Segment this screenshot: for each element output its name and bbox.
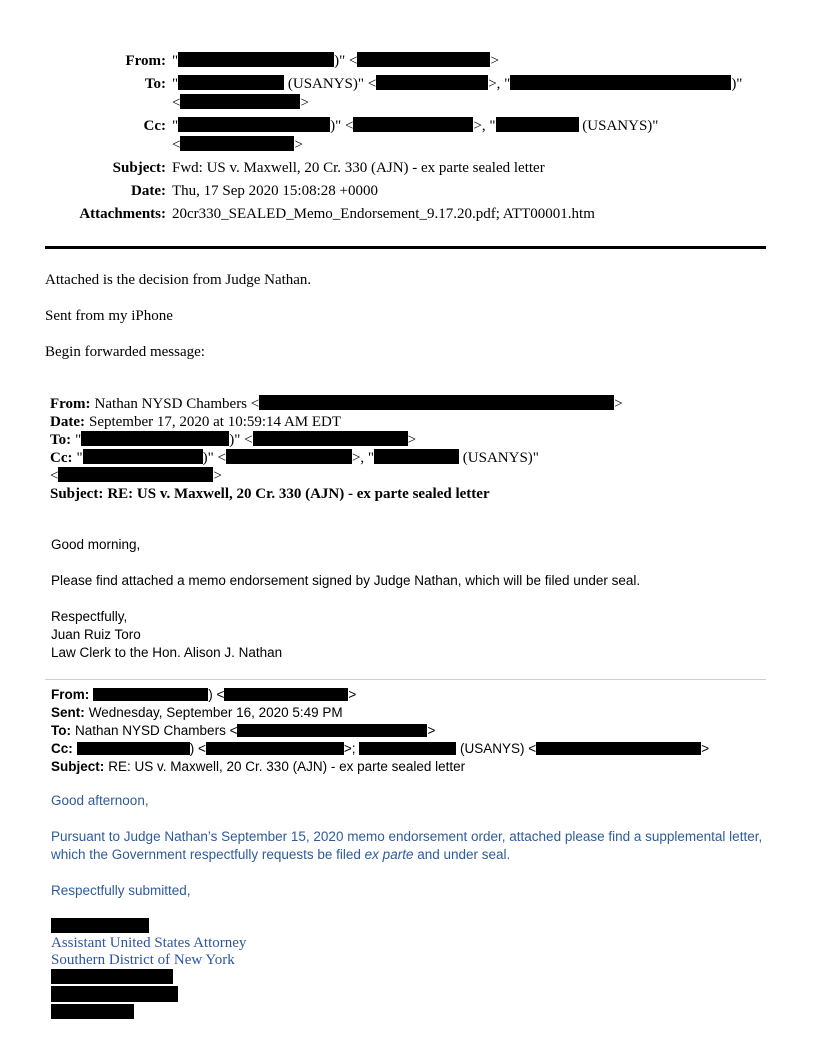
signature-title-line: Assistant United States Attorney [51, 935, 247, 951]
header-text-fragment: " [172, 53, 179, 69]
redaction-bar [51, 986, 178, 1002]
field-value [172, 117, 766, 155]
greeting-text: Good morning, [51, 537, 141, 552]
government-message-body [51, 792, 766, 900]
redaction-bar [376, 75, 488, 90]
header-row-date [50, 413, 766, 431]
field-value [89, 414, 341, 430]
redaction-bar [51, 1004, 134, 1019]
field-value [172, 75, 766, 113]
header-text-fragment: September 17, 2020 at 10:59:14 AM EDT [88, 414, 342, 430]
redaction-bar [374, 449, 459, 464]
header-row-subject [45, 159, 766, 178]
quoted-message-header [51, 686, 766, 776]
body-text: Please find attached a memo endorsement signed by Judge Nathan, which will be filed under seal. [51, 573, 641, 588]
header-text-fragment: < [172, 137, 181, 153]
redaction-bar [353, 117, 473, 132]
body-text-italic: ex parte [364, 847, 414, 862]
header-row-cc [45, 117, 766, 155]
header-text-fragment: RE: US v. Maxwell, 20 Cr. 330 (AJN) - ex parte sealed letter [108, 759, 466, 774]
header-text-fragment: Nathan NYSD Chambers < [94, 396, 260, 412]
header-text-fragment: > [294, 137, 303, 153]
header-text-fragment: Thu, 17 Sep 2020 15:08:28 +0000 [172, 183, 378, 199]
header-text-fragment: > [213, 468, 222, 484]
header-text-fragment: )" < [330, 118, 354, 134]
header-row-subject [51, 758, 766, 776]
field-label: Date: [50, 414, 85, 430]
field-label: Cc: [50, 450, 73, 466]
header-text-fragment: Nathan NYSD Chambers < [75, 723, 238, 738]
redaction-bar [496, 117, 579, 132]
intro-line-3: Begin forwarded message: [45, 344, 205, 360]
header-text-fragment: (USANYS)" < [284, 76, 377, 92]
field-value [108, 759, 465, 774]
redaction-bar [93, 688, 208, 701]
header-text-fragment: )" [731, 76, 743, 92]
header-text-fragment: 20cr330_SEALED_Memo_Endorsement_9.17.20.pdf; ATT00001.htm [172, 206, 595, 222]
redaction-bar [259, 395, 614, 410]
field-label: Subject: [51, 759, 105, 774]
redaction-bar [180, 94, 300, 109]
redaction-bar [180, 136, 294, 151]
field-label: Subject: [112, 160, 166, 176]
header-row-to [51, 722, 766, 740]
field-value [172, 182, 766, 201]
header-text-fragment: (USANYS) < [456, 741, 537, 756]
header-text-fragment: >, " [351, 450, 375, 466]
redaction-bar [58, 467, 213, 482]
header-text-fragment: < [50, 468, 59, 484]
header-text-fragment: Fwd: US v. Maxwell, 20 Cr. 330 (AJN) - ex parte sealed letter [172, 160, 545, 176]
field-value [107, 486, 489, 502]
field-value [50, 450, 539, 484]
header-row-date [45, 182, 766, 201]
header-row-from [45, 52, 766, 71]
greeting-text: Good afternoon, [51, 793, 149, 808]
field-label: From: [125, 53, 166, 69]
header-text-fragment: ) < [208, 687, 225, 702]
redaction-bar [81, 431, 229, 446]
field-value [95, 396, 623, 412]
closing-text: Respectfully, [51, 609, 128, 624]
field-label: To: [50, 432, 72, 448]
redaction-bar [224, 688, 348, 701]
header-text-fragment: >, " [473, 118, 496, 134]
redaction-bar [51, 918, 149, 933]
body-text-post: and under seal. [413, 847, 511, 862]
header-text-fragment: " [75, 432, 82, 448]
field-label: From: [51, 687, 90, 702]
field-value [172, 159, 766, 178]
header-row-to [50, 431, 766, 449]
redaction-bar [359, 742, 456, 755]
intro-line-2: Sent from my iPhone [45, 308, 173, 324]
header-text-fragment: < [172, 95, 181, 111]
redaction-bar [357, 52, 490, 67]
closing-text: Respectfully submitted, [51, 883, 191, 898]
field-label: Cc: [51, 741, 73, 756]
header-text-fragment: > [427, 723, 436, 738]
signature-block [51, 918, 766, 1019]
forwarded-message-header [50, 395, 766, 503]
header-row-from [50, 395, 766, 413]
redaction-bar [510, 75, 731, 90]
field-value [93, 687, 356, 702]
field-value [75, 723, 435, 738]
field-value [89, 705, 343, 720]
field-label: Date: [131, 183, 166, 199]
field-label: Sent: [51, 705, 85, 720]
field-value [77, 741, 709, 756]
header-text-fragment: (USANYS)" [459, 450, 539, 466]
header-text-fragment: >, " [488, 76, 511, 92]
redaction-bar [536, 742, 701, 755]
redaction-bar [51, 969, 173, 984]
header-row-to [45, 75, 766, 113]
field-label: Attachments: [79, 206, 166, 222]
header-text-fragment: " [76, 450, 83, 466]
header-text-fragment: > [490, 53, 499, 69]
body-text-pre: Pursuant to Judge Nathan’s September 15, 2020 memo endorsement order, attached please find a supplemental letter, which the Government respectfully requests be filed [51, 829, 763, 862]
field-value [172, 205, 766, 224]
header-text-fragment: Wednesday, September 16, 2020 5:49 PM [88, 705, 343, 720]
header-row-from [51, 686, 766, 704]
header-text-fragment: > [701, 741, 710, 756]
header-text-fragment: >; [343, 741, 360, 756]
redaction-bar [226, 449, 352, 464]
header-text-fragment: > [407, 432, 417, 448]
field-label: From: [50, 396, 91, 412]
header-row-cc [51, 740, 766, 758]
header-row-cc [50, 449, 766, 485]
field-value [75, 432, 416, 448]
field-label: To: [144, 76, 166, 92]
redaction-bar [77, 742, 190, 755]
header-text-fragment: )" < [229, 432, 253, 448]
signature-office-line: Southern District of New York [51, 952, 235, 968]
signer-name: Juan Ruiz Toro [51, 627, 141, 642]
header-divider [45, 246, 766, 249]
intro-line-1: Attached is the decision from Judge Nathan. [45, 272, 312, 288]
header-text-fragment: )" < [202, 450, 226, 466]
email-body-intro [45, 271, 766, 361]
header-text-fragment: ) < [189, 741, 206, 756]
redaction-bar [178, 75, 284, 90]
field-label: Subject: [50, 486, 104, 502]
header-text-fragment: > [614, 396, 623, 412]
header-text-fragment: " [172, 118, 179, 134]
quoted-message-divider [45, 679, 766, 680]
header-text-fragment: (USANYS)" [578, 118, 659, 134]
chambers-reply-body [51, 536, 766, 662]
header-text-fragment: > [300, 95, 309, 111]
redaction-bar [206, 742, 344, 755]
header-row-attachments [45, 205, 766, 224]
redaction-bar [237, 724, 427, 737]
field-label: Cc: [143, 118, 166, 134]
redaction-bar [178, 117, 330, 132]
header-text-fragment: " [172, 76, 179, 92]
field-label: To: [51, 723, 71, 738]
header-text-fragment: )" < [334, 53, 358, 69]
redaction-bar [178, 52, 334, 67]
header-text-fragment: > [348, 687, 357, 702]
redaction-bar [253, 431, 408, 446]
header-row-subject [50, 485, 766, 503]
signature-contact-bars [51, 969, 766, 1019]
field-value [172, 52, 766, 71]
header-text-fragment: RE: US v. Maxwell, 20 Cr. 330 (AJN) - ex parte sealed letter [107, 486, 490, 502]
body-text [51, 828, 766, 864]
header-row-sent [51, 704, 766, 722]
email-header [45, 52, 766, 224]
signer-title: Law Clerk to the Hon. Alison J. Nathan [51, 645, 283, 660]
redaction-bar [83, 449, 203, 464]
